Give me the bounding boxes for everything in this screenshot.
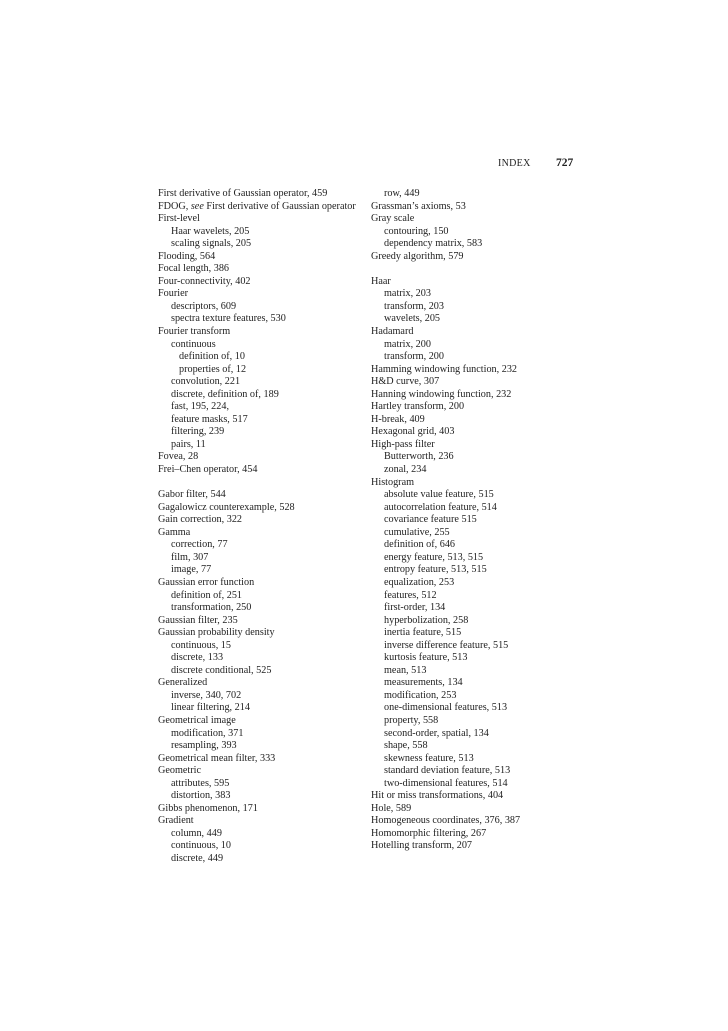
index-entry: Hexagonal grid, 403	[371, 426, 455, 438]
index-entry: Geometrical image	[158, 714, 236, 726]
index-entry: H-break, 409	[371, 413, 425, 425]
index-subentry: transform, 200	[384, 351, 444, 363]
index-subentry: image, 77	[171, 564, 212, 576]
index-entry: Hartley transform, 200	[371, 401, 465, 413]
index-entry: Fovea, 28	[158, 451, 199, 463]
index-subentry: Haar wavelets, 205	[171, 225, 250, 237]
index-entry: Histogram	[371, 476, 415, 488]
index-entry: Hit or miss transformations, 404	[371, 790, 504, 802]
index-entry: Generalized	[158, 677, 208, 689]
letter-group-gap	[371, 263, 586, 276]
index-subentry: zonal, 234	[384, 464, 427, 476]
index-subentry: kurtosis feature, 513	[384, 652, 468, 664]
section-title: INDEX	[498, 158, 531, 169]
index-entry: Gamma	[158, 526, 191, 538]
index-entry: Hole, 589	[371, 802, 412, 814]
index-column-right	[371, 188, 586, 853]
index-subentry: two-dimensional features, 514	[384, 777, 508, 789]
index-entry: Focal length, 386	[158, 263, 230, 275]
index-subentry: inverse, 340, 702	[171, 689, 242, 701]
index-subentry: feature masks, 517	[171, 413, 248, 425]
index-subentry: pairs, 11	[171, 438, 206, 450]
index-entry: Hotelling transform, 207	[371, 840, 473, 852]
index-subentry: discrete, 449	[171, 852, 224, 864]
index-subentry: first-order, 134	[384, 602, 446, 614]
index-entry: Gibbs phenomenon, 171	[158, 802, 258, 814]
index-subentry: hyperbolization, 258	[384, 614, 469, 626]
index-entry: Gaussian error function	[158, 576, 255, 588]
index-subentry: definition of, 251	[171, 589, 243, 601]
index-subentry: scaling signals, 205	[171, 238, 252, 250]
index-subentry: transform, 203	[384, 300, 444, 312]
index-entry: Hamming windowing function, 232	[371, 363, 518, 375]
index-entry: Geometric	[158, 765, 201, 777]
index-subentry: standard deviation feature, 513	[384, 765, 511, 777]
index-subentry: equalization, 253	[384, 576, 455, 588]
index-subentry: discrete conditional, 525	[171, 664, 272, 676]
index-subentry: mean, 513	[384, 664, 427, 676]
index-entry: Gabor filter, 544	[158, 489, 226, 501]
index-entry: Hanning windowing function, 232	[371, 388, 512, 400]
index-subentry: fast, 195, 224,	[171, 401, 230, 413]
index-subentry: measurements, 134	[384, 677, 463, 689]
index-subentry: definition of, 10	[179, 351, 245, 363]
index-entry: Gaussian filter, 235	[158, 614, 238, 626]
index-entry: Grassman’s axioms, 53	[371, 200, 466, 212]
index-subentry: energy feature, 513, 515	[384, 551, 484, 563]
index-subentry: correction, 77	[171, 539, 228, 551]
index-subentry: descriptors, 609	[171, 300, 237, 312]
index-entry: Gain correction, 322	[158, 514, 243, 526]
index-subentry: second-order, spatial, 134	[384, 727, 489, 739]
entry-term: FDOG,	[158, 200, 191, 212]
index-subentry: dependency matrix, 583	[384, 238, 483, 250]
index-subentry: attributes, 595	[171, 777, 230, 789]
index-subentry: wavelets, 205	[384, 313, 441, 325]
index-entry: Haar	[371, 275, 391, 287]
index-entry: Geometrical mean filter, 333	[158, 752, 276, 764]
index-entry: Flooding, 564	[158, 250, 216, 262]
index-subentry: modification, 371	[171, 727, 244, 739]
index-subentry: column, 449	[171, 827, 222, 839]
index-subentry: cumulative, 255	[384, 526, 450, 538]
index-subentry: entropy feature, 513, 515	[384, 564, 487, 576]
index-subentry: row, 449	[384, 188, 420, 199]
index-entry: Frei–Chen operator, 454	[158, 464, 258, 476]
letter-group-gap	[158, 477, 363, 490]
index-subentry: discrete, 133	[171, 652, 224, 664]
index-subentry: skewness feature, 513	[384, 752, 474, 764]
index-entry	[158, 201, 363, 214]
index-subentry: features, 512	[384, 589, 437, 601]
index-subentry: absolute value feature, 515	[384, 489, 494, 501]
see-reference: see	[190, 200, 204, 212]
index-entry: Homogeneous coordinates, 376, 387	[371, 815, 521, 827]
index-entry: Gaussian probability density	[158, 627, 275, 639]
index-subentry: transformation, 250	[171, 602, 252, 614]
index-entry: Gagalowicz counterexample, 528	[158, 501, 295, 513]
index-entry: High-pass filter	[371, 438, 435, 450]
index-entry: First-level	[158, 213, 200, 225]
index-subentry: matrix, 200	[384, 338, 431, 350]
index-entry: First derivative of Gaussian operator, 459	[158, 188, 328, 199]
index-entry: Greedy algorithm, 579	[371, 250, 464, 262]
index-subentry: properties of, 12	[179, 363, 247, 375]
index-subentry: distortion, 383	[171, 790, 231, 802]
index-subentry: film, 307	[171, 551, 209, 563]
index-subentry: contouring, 150	[384, 225, 449, 237]
running-header	[0, 158, 728, 172]
index-subentry: inverse difference feature, 515	[384, 639, 509, 651]
index-subentry: continuous	[171, 338, 216, 350]
index-entry: Fourier transform	[158, 326, 231, 338]
index-subentry: one-dimensional features, 513	[384, 702, 508, 714]
index-subentry: property, 558	[384, 714, 439, 726]
index-subentry: definition of, 646	[384, 539, 456, 551]
index-subentry: inertia feature, 515	[384, 627, 462, 639]
page-number: 727	[556, 157, 574, 169]
index-entry: Four-connectivity, 402	[158, 275, 251, 287]
index-subentry: shape, 558	[384, 740, 428, 752]
index-entry: Gradient	[158, 815, 194, 827]
index-entry: H&D curve, 307	[371, 376, 440, 388]
index-subentry: Butterworth, 236	[384, 451, 454, 463]
index-subentry: spectra texture features, 530	[171, 313, 286, 325]
index-entry: Hadamard	[371, 326, 414, 338]
index-subentry: linear filtering, 214	[171, 702, 250, 714]
index-subentry: convolution, 221	[171, 376, 241, 388]
index-subentry: autocorrelation feature, 514	[384, 501, 497, 513]
see-target: First derivative of Gaussian operator	[203, 200, 356, 212]
index-subentry: modification, 253	[384, 689, 457, 701]
index-entry: Gray scale	[371, 213, 415, 225]
index-entry: Homomorphic filtering, 267	[371, 827, 487, 839]
index-subentry: continuous, 15	[171, 639, 231, 651]
index-subentry: continuous, 10	[171, 840, 231, 852]
index-subentry: covariance feature 515	[384, 514, 477, 526]
index-column-left	[158, 188, 363, 866]
index-subentry: discrete, definition of, 189	[171, 388, 279, 400]
index-subentry: matrix, 203	[384, 288, 431, 300]
index-entry: Fourier	[158, 288, 188, 300]
index-subentry: filtering, 239	[171, 426, 225, 438]
index-subentry: resampling, 393	[171, 740, 237, 752]
